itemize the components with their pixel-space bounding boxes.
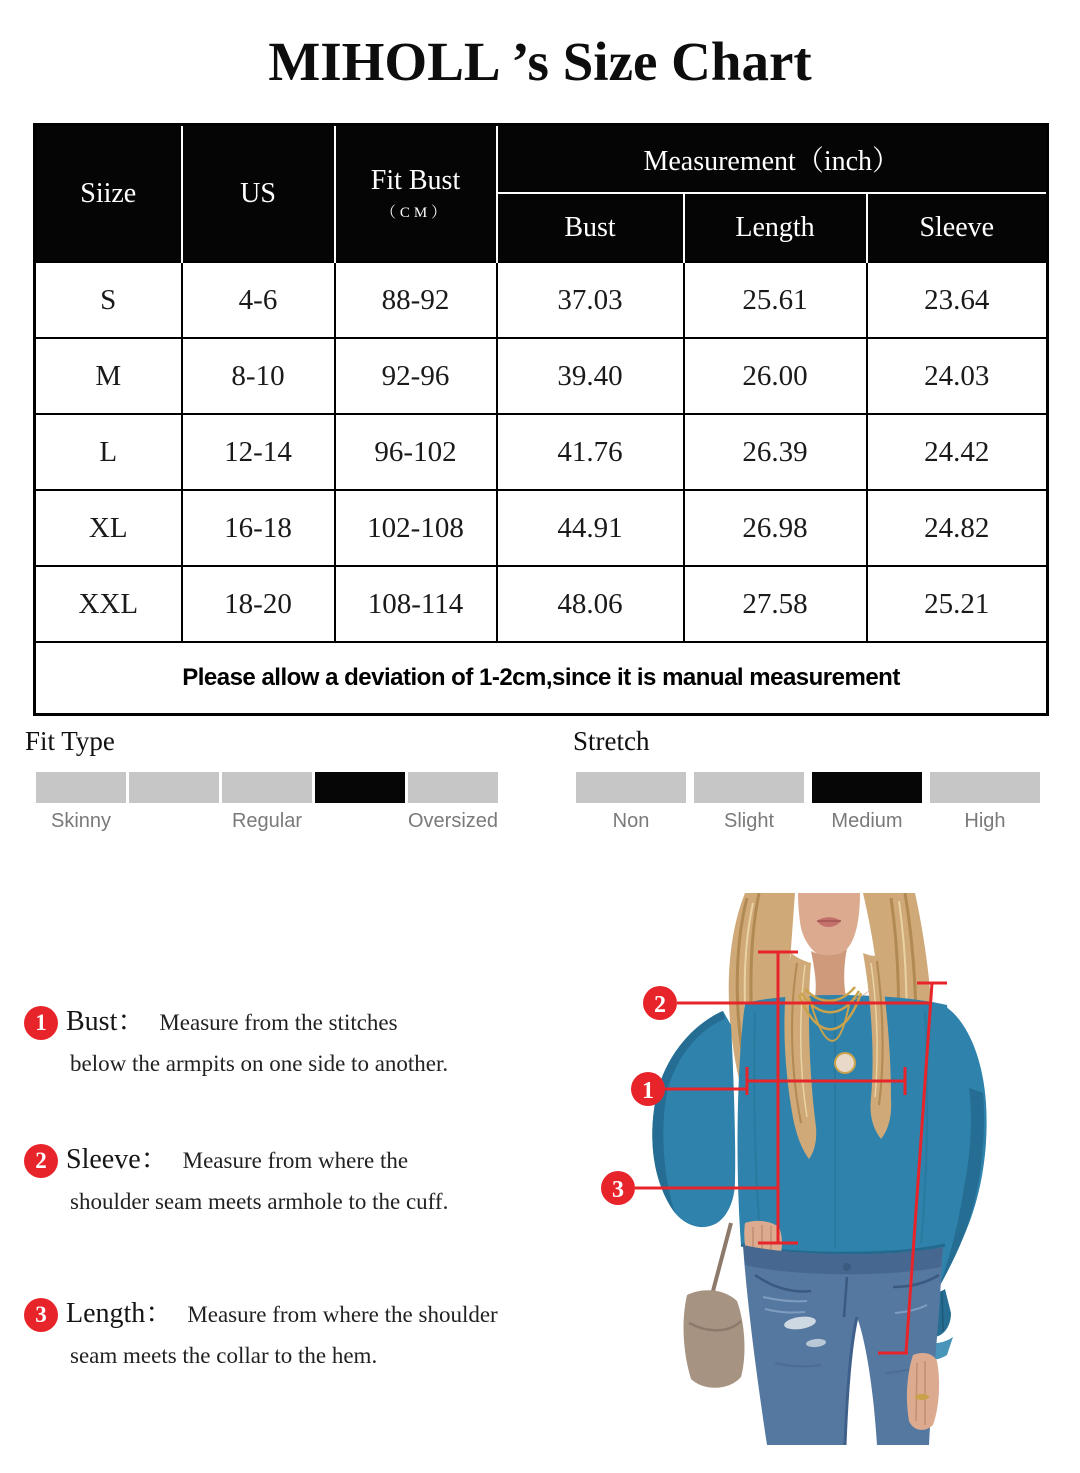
cell-bust: 41.76 xyxy=(497,414,684,490)
cell-size: S xyxy=(35,262,182,338)
instruction-line2: below the armpits on one side to another. xyxy=(70,1051,449,1076)
instruction-text xyxy=(66,1004,584,1079)
stretch-section xyxy=(573,726,1043,846)
instruction-line2: seam meets the collar to the hem. xyxy=(70,1343,378,1368)
cell-sleeve: 24.42 xyxy=(867,414,1048,490)
instruction-line1: Measure from the stitches xyxy=(159,1010,398,1035)
fit-type-segment-selected xyxy=(315,772,405,803)
cell-bust: 48.06 xyxy=(497,566,684,642)
stretch-segment xyxy=(694,772,804,803)
fit-type-option-regular: Regular xyxy=(231,810,303,832)
cell-us: 8-10 xyxy=(182,338,335,414)
col-header-size: Siize xyxy=(35,125,182,263)
bullet-number-badge: 1 xyxy=(24,1006,58,1040)
instruction-line1: Measure from where the xyxy=(182,1148,409,1173)
cell-sleeve: 25.21 xyxy=(867,566,1048,642)
cell-size: M xyxy=(35,338,182,414)
col-header-us: US xyxy=(182,125,335,263)
model-photo xyxy=(595,893,1080,1445)
fit-type-segment xyxy=(408,772,498,803)
stretch-bar xyxy=(576,772,1040,803)
right-hand xyxy=(907,1353,939,1430)
cell-fit-bust: 88-92 xyxy=(335,262,497,338)
stretch-segment-selected xyxy=(812,772,922,803)
instruction-text xyxy=(66,1296,584,1371)
cell-sleeve: 23.64 xyxy=(867,262,1048,338)
instruction-label: Length： xyxy=(66,1298,174,1329)
cell-length: 25.61 xyxy=(684,262,867,338)
table-row xyxy=(35,338,1048,414)
page-title: MIHOLL ’s Size Chart xyxy=(268,31,812,92)
table-row xyxy=(35,414,1048,490)
col-header-length: Length xyxy=(684,193,867,262)
cell-us: 4-6 xyxy=(182,262,335,338)
instruction-length xyxy=(24,1296,584,1371)
table-note-row xyxy=(35,642,1048,715)
cell-bust: 39.40 xyxy=(497,338,684,414)
cell-fit-bust: 102-108 xyxy=(335,490,497,566)
length-marker-number: 3 xyxy=(612,1177,624,1203)
instruction-label: Bust： xyxy=(66,1006,146,1037)
bullet-number-badge: 2 xyxy=(24,1144,58,1178)
fit-bust-unit: （CM） xyxy=(380,205,451,221)
model-illustration xyxy=(595,893,1080,1445)
cell-us: 16-18 xyxy=(182,490,335,566)
fit-type-option-skinny: Skinny xyxy=(50,810,112,832)
fit-type-segment xyxy=(36,772,126,803)
cell-bust: 37.03 xyxy=(497,262,684,338)
size-table xyxy=(33,123,1046,716)
stretch-option-medium: Medium xyxy=(831,810,903,832)
cell-us: 18-20 xyxy=(182,566,335,642)
table-row xyxy=(35,262,1048,338)
cell-fit-bust: 108-114 xyxy=(335,566,497,642)
fit-type-bar xyxy=(36,772,498,803)
bullet-number-badge: 3 xyxy=(24,1298,58,1332)
cell-length: 27.58 xyxy=(684,566,867,642)
cell-sleeve: 24.82 xyxy=(867,490,1048,566)
instruction-label: Sleeve： xyxy=(66,1144,169,1175)
fit-type-segment xyxy=(129,772,219,803)
handbag xyxy=(684,1223,745,1388)
cell-fit-bust: 92-96 xyxy=(335,338,497,414)
size-table-grid xyxy=(33,123,1049,716)
fit-type-segment xyxy=(222,772,312,803)
fit-bust-label: Fit Bust xyxy=(370,165,461,196)
cell-length: 26.39 xyxy=(684,414,867,490)
stretch-segment xyxy=(576,772,686,803)
stretch-segment xyxy=(930,772,1040,803)
col-header-sleeve: Sleeve xyxy=(867,193,1048,262)
cell-length: 26.00 xyxy=(684,338,867,414)
fit-type-label: Fit Type xyxy=(25,726,115,756)
table-row xyxy=(35,490,1048,566)
instruction-line1: Measure from where the shoulder xyxy=(187,1302,498,1327)
instruction-text xyxy=(66,1142,584,1217)
stretch-option-slight: Slight xyxy=(723,810,775,832)
instruction-line2: shoulder seam meets armhole to the cuff. xyxy=(70,1189,449,1214)
col-header-fit-bust xyxy=(335,125,497,263)
col-header-bust: Bust xyxy=(497,193,684,262)
instruction-bust xyxy=(24,1004,584,1079)
fit-type-section xyxy=(25,726,499,846)
measurement-note: Please allow a deviation of 1-2cm,since it is manual measurement xyxy=(35,642,1048,715)
cell-size: XL xyxy=(35,490,182,566)
bust-marker-number: 1 xyxy=(642,1078,654,1104)
cell-bust: 44.91 xyxy=(497,490,684,566)
sleeve-marker-number: 2 xyxy=(654,992,666,1018)
table-row xyxy=(35,566,1048,642)
cell-size: L xyxy=(35,414,182,490)
stretch-option-high: High xyxy=(964,810,1006,832)
cell-sleeve: 24.03 xyxy=(867,338,1048,414)
cell-fit-bust: 96-102 xyxy=(335,414,497,490)
stretch-label: Stretch xyxy=(573,726,650,756)
cell-us: 12-14 xyxy=(182,414,335,490)
stretch-option-non: Non xyxy=(612,810,650,832)
fit-type-option-oversized: Oversized xyxy=(408,810,499,832)
col-header-measurement: Measurement（inch） xyxy=(497,125,1048,194)
cell-length: 26.98 xyxy=(684,490,867,566)
instruction-sleeve xyxy=(24,1142,584,1217)
cell-size: XXL xyxy=(35,566,182,642)
